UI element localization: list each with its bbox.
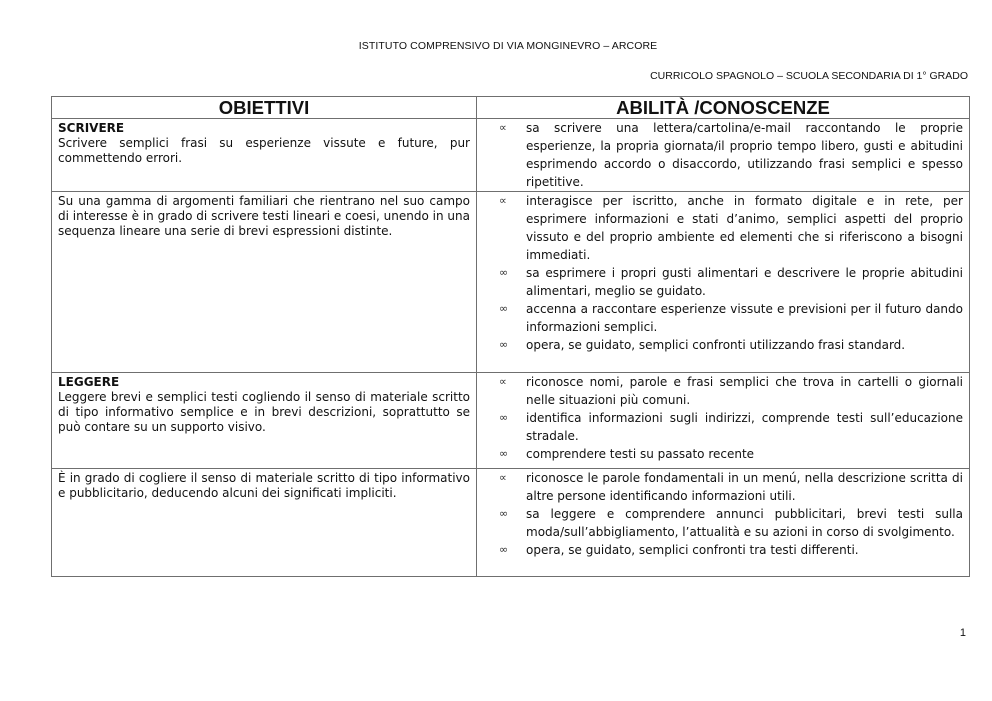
- bullet-icon: ∝: [499, 194, 507, 207]
- bullet-icon: ∞: [499, 411, 509, 424]
- skills-cell: [477, 192, 970, 373]
- list-item: ∝ interagisce per iscritto, anche in formato digitale e in rete, per esprimere informazioni e stati d’animo, semplici aspetti del proprio vissuto e del proprio ambiente ed elementi che si riferiscono a bisogni immediati.: [499, 194, 963, 262]
- bullet-icon: ∞: [499, 338, 509, 351]
- bullet-icon: ∞: [499, 302, 509, 315]
- institute-header: ISTITUTO COMPRENSIVO DI VIA MONGINEVRO – ARCORE: [358, 40, 658, 52]
- bullet-icon: ∝: [499, 121, 507, 134]
- curriculum-table: [51, 96, 970, 577]
- bullet-icon: ∞: [499, 447, 509, 460]
- table-row: [52, 192, 970, 373]
- bullet-icon: ∝: [499, 375, 507, 388]
- objective-cell: [52, 119, 477, 192]
- objective-text: È in grado di cogliere il senso di materiale scritto di tipo informativo e pubblicitario, deducendo alcuni dei significati impliciti.: [58, 471, 470, 500]
- bullet-icon: ∞: [499, 543, 509, 556]
- list-item: ∝ riconosce nomi, parole e frasi semplici che trova in cartelli o giornali nelle situazioni più comuni.: [499, 375, 963, 407]
- list-item: ∞ opera, se guidato, semplici confronti tra testi differenti.: [499, 543, 859, 557]
- column-header-obiettivi: OBIETTIVI: [52, 97, 477, 119]
- objective-cell: [52, 373, 477, 469]
- list-item: ∞ sa esprimere i propri gusti alimentari e descrivere le proprie abitudini alimentari, meglio se guidato.: [499, 266, 963, 298]
- objective-text: Su una gamma di argomenti familiari che rientrano nel suo campo di interesse è in grado di scrivere testi lineari e coesi, unendo in una sequenza lineare una serie di brevi espressioni distinte.: [58, 194, 470, 238]
- page-number: 1: [959, 627, 966, 639]
- list-item: ∞ opera, se guidato, semplici confronti utilizzando frasi standard.: [499, 338, 906, 352]
- table-row: [52, 469, 970, 577]
- list-item: ∞ identifica informazioni sugli indirizzi, comprende testi sull’educazione stradale.: [499, 411, 963, 443]
- objective-cell: [52, 192, 477, 373]
- table-row: [52, 373, 970, 469]
- bullet-icon: ∞: [499, 507, 509, 520]
- objective-cell: [52, 469, 477, 577]
- objective-text: Scrivere semplici frasi su esperienze vissute e future, pur commettendo errori.: [58, 136, 470, 165]
- curriculum-header: CURRICOLO SPAGNOLO – SCUOLA SECONDARIA DI 1° GRADO: [650, 70, 968, 82]
- list-item: ∞ accenna a raccontare esperienze vissute e previsioni per il futuro dando informazioni semplici.: [499, 302, 963, 334]
- list-item: ∝ sa scrivere una lettera/cartolina/e-mail raccontando le proprie esperienze, la propria giornata/il proprio tempo libero, gusti e abitudini esprimendo accordo o disaccordo, utilizzando frasi semplici e spesso ripetitive.: [499, 121, 963, 189]
- skills-cell: [477, 469, 970, 577]
- skills-cell: [477, 119, 970, 192]
- list-item: ∞ comprendere testi su passato recente: [499, 447, 755, 461]
- bullet-icon: ∞: [499, 266, 509, 279]
- section-title-scrivere: SCRIVERE: [58, 121, 125, 135]
- skills-cell: [477, 373, 970, 469]
- section-title-leggere: LEGGERE: [58, 375, 120, 389]
- bullet-icon: ∝: [499, 471, 507, 484]
- objective-text: Leggere brevi e semplici testi cogliendo il senso di materiale scritto di tipo informativo semplice e in brevi descrizioni, soprattutto se può contare su un supporto visivo.: [58, 390, 470, 434]
- list-item: ∝ riconosce le parole fondamentali in un menú, nella descrizione scritta di altre persone identificando informazioni utili.: [499, 471, 963, 503]
- list-item: ∞ sa leggere e comprendere annunci pubblicitari, brevi testi sulla moda/sull’abbigliamento, l’attualità e su azioni in corso di svolgimento.: [499, 507, 963, 539]
- table-header-row: [52, 97, 970, 119]
- column-header-abilita: ABILITÀ /CONOSCENZE: [477, 97, 970, 119]
- table-row: [52, 119, 970, 192]
